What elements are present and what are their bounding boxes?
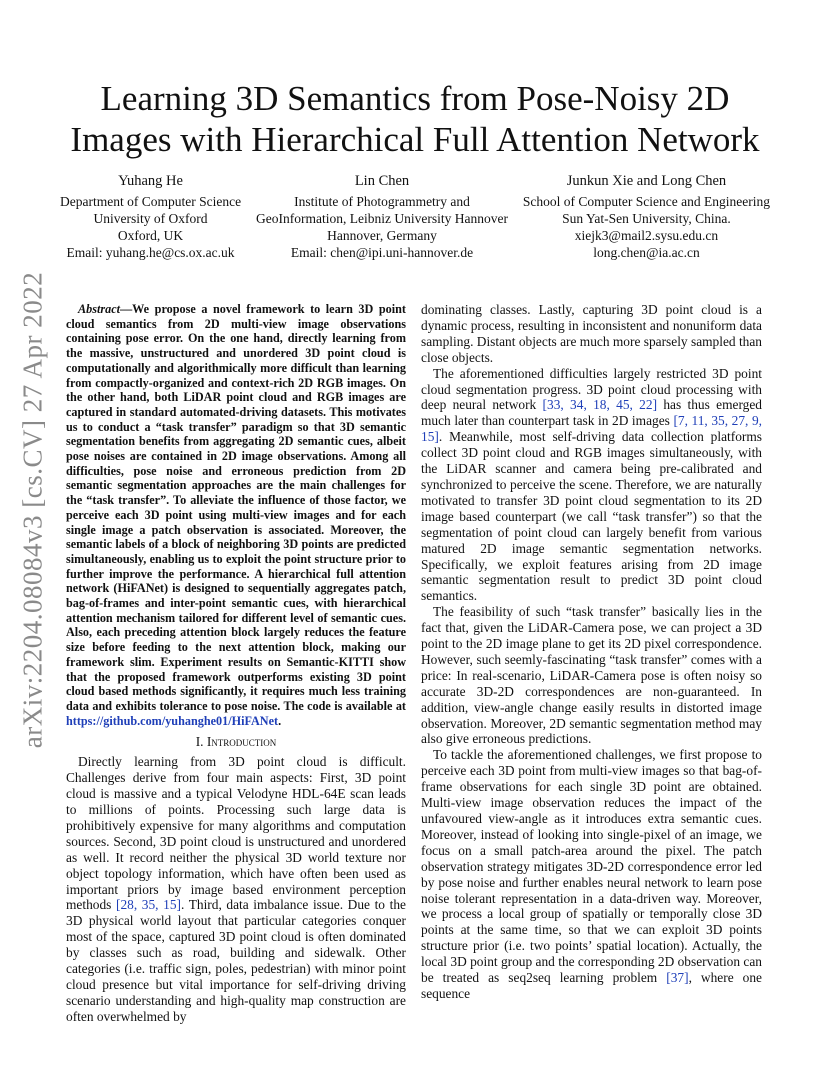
abstract: Abstract—We propose a novel framework to learn 3D point cloud semantics from 2D multi-view image observations containing pose error. On the one hand, directly learning from the massive, unstructured and unordered 3D point cloud is computationally and algorithmically more difficult than learning from compactly-organized and context-rich 2D RGB images. On the other hand, both LiDAR point cloud and RGB images are captured in standard automated-driving datasets. This motivates us to conduct a “task transfer” paradigm so that 3D semantic segmentation benefits from aggregating 2D semantic cues, albeit pose noises are contained in 2D image observations. Among all difficulties, pose noise and erroneous prediction from 2D semantic segmentation approaches are the main challenges for the “task transfer”. To alleviate the influence of those factor, we perceive each 3D point using multi-view images and for each single image a patch observation is associated. Moreover, the semantic labels of a block of neighboring 3D points are predicted simultaneously, enabling us to exploit the point structure prior to further improve the performance. A hierarchical full attention network (HiFANet) is designed to sequentially aggregates patch, bag-of-frames and inter-point semantic cues, with hierarchical attention mechanism tailored for different level of semantic cues. Also, each preceding attention block largely reduces the feature size before feeding to the next attention block, making our framework slim. Experiment results on Semantic-KITTI show that the proposed framework outperforms existing 3D point cloud based methods significantly, it requires much less training data and exhibits tolerance to pose noise. The code is available at https://github.com/yuhanghe01/HiFANet. <box>66 302 406 728</box>
section-heading: I. Introduction <box>195 734 277 750</box>
citation-link[interactable]: [7, 11, 35, 27, 9, 15] <box>421 413 762 445</box>
arxiv-sidebar <box>8 0 58 1072</box>
author-email: xiejk3@mail2.sysu.edu.cn <box>574 228 719 243</box>
paragraph: dominating classes. Lastly, capturing 3D point cloud is a dynamic process, resulting in inconsistent and nonuniform data sampling. Distant objects are much more sparsely sampled than close objects. <box>421 302 763 365</box>
paper-title: Learning 3D Semantics from Pose-Noisy 2D Images with Hierarchical Full Attention Network <box>70 79 760 159</box>
abstract-text: —We propose a novel framework to learn 3D point cloud semantics from 2D multi-view image observations containing pose error. On the one hand, directly learning from the massive, unstructured and unordered 3D point cloud is computationally and algorithmically more difficult than learning from compactly-organized and context-rich 2D RGB images. On the other hand, both LiDAR point cloud and RGB images are captured in standard automated-driving datasets. This motivates us to conduct a “task transfer” paradigm so that 3D semantic segmentation benefits from aggregating 2D semantic cues, albeit pose noises are contained in 2D image observations. Among all difficulties, pose noise and erroneous prediction from 2D semantic segmentation approaches are the main challenges for the “task transfer”. To alleviate the influence of those factor, we perceive each 3D point using multi-view images and for each single image a patch observation is associated. Moreover, the semantic labels of a block of neighboring 3D points are predicted simultaneously, enabling us to exploit the point structure prior to further improve the performance. A hierarchical full attention network (HiFANet) is designed to sequentially aggregates patch, bag-of-frames and inter-point semantic cues, with hierarchical attention mechanism tailored for different level of semantic cues. Also, each preceding attention block largely reduces the feature size before feeding to the next attention block, making our framework slim. Experiment results on Semantic-KITTI show that the proposed framework outperforms existing 3D point cloud based methods significantly, it requires much less training data and exhibits tolerance to pose noise. The code is available at <box>66 302 406 713</box>
citation-link[interactable]: [28, 35, 15] <box>115 897 181 913</box>
left-column <box>66 302 406 1025</box>
author-name: Yuhang He <box>118 173 183 189</box>
author-affiliation: Institute of Photogrammetry and <box>294 194 470 209</box>
author-email: Email: chen@ipi.uni-hannover.de <box>290 245 474 260</box>
abstract-lead: Abstract <box>78 302 120 316</box>
paragraph: The aforementioned difficulties largely restricted 3D point cloud segmentation progress. 3D point cloud processing with deep neural network [33, 34, 18, 45, 22] has thus emerged much later than counterpart task in 2D images [7, 11, 35, 27, 9, 15]. Meanwhile, most self-driving data collection platforms collect 3D point cloud and RGB images simultaneously, with the LiDAR scanner and camera being pre-calibrated and synchronized to perceive the scene. Therefore, we are naturally motivated to transfer 3D point cloud segmentation to its 2D image based counterpart (we call “task transfer”) so that the segmentation of point cloud can largely benefit from various matured 2D image semantic segmentation networks. Specifically, we exploit features arising from 2D image semantic segmentation result to predict 3D point cloud semantics. <box>421 365 762 604</box>
author-affiliation: GeoInformation, Leibniz University Hannover <box>256 211 508 226</box>
author-block <box>60 173 770 261</box>
author-email: Email: yuhang.he@cs.ox.ac.uk <box>66 245 235 260</box>
author-affiliation: Department of Computer Science <box>60 194 242 209</box>
author-2 <box>256 173 508 261</box>
author-email: long.chen@ia.ac.cn <box>593 245 700 260</box>
paragraph: Directly learning from 3D point cloud is difficult. Challenges derive from four main aspects: First, 3D point cloud is massive and a typical Velodyne HDL-64E scan leads to millions of points. Processing such large data is prohibitively expensive for many algorithms and computation sources. Second, 3D point cloud is unstructured and unordered as well. It record neither the physical 3D world texture nor object topology information, which have often been used as important priors by image based environment perception methods [28, 35, 15]. Third, data imbalance issue. Due to the 3D physical world layout that particular categories conquer most of the space, captured 3D point cloud is often dominated by classes such as road, building and sidewalk. Other categories (i.e. traffic sign, poles, pedestrian) with minor point cloud presence but vital importance for self-driving driving scenario understanding and high-quality map construction are often overwhelmed by <box>66 754 406 1024</box>
author-affiliation: University of Oxford <box>93 211 208 226</box>
code-link[interactable]: https://github.com/yuhanghe01/HiFANet <box>66 713 279 728</box>
author-affiliation: Sun Yat-Sen University, China. <box>562 211 731 226</box>
author-affiliation: School of Computer Science and Engineering <box>522 194 770 209</box>
paragraph: The feasibility of such “task transfer” basically lies in the fact that, given the LiDAR-Camera pose, we can project a 3D point to the 2D image plane to get its 2D pixel correspondence. However, such seemly-fascinating “task transfer” comes with a price: In real-scenario, LiDAR-Camera pose is often noisy so accurate 3D-2D correspondences are non-guaranteed. In addition, view-angle change easily results in distorted image observation. Moreover, 2D semantic segmentation method may also give erroneous predictions. <box>421 604 762 747</box>
author-3 <box>523 173 770 261</box>
author-name: Junkun Xie and Long Chen <box>566 173 727 189</box>
author-affiliation: Oxford, UK <box>117 228 184 243</box>
citation-link[interactable]: [37] <box>666 970 689 986</box>
right-column <box>421 302 762 1002</box>
author-affiliation: Hannover, Germany <box>327 228 437 243</box>
author-1 <box>60 173 241 261</box>
author-name: Lin Chen <box>354 173 410 189</box>
arxiv-identifier: arXiv:2204.08084v3 [cs.CV] 27 Apr 2022 <box>17 271 48 749</box>
citation-link[interactable]: [33, 34, 18, 45, 22] <box>542 397 658 413</box>
paragraph: To tackle the aforementioned challenges, we first propose to perceive each 3D point from multi-view images so that bag-of-frame observations for each single 3D point are obtained. Multi-view image observation reduces the impact of the unfavoured view-angle as it introduces extra semantic cues. Moreover, instead of looking into single-pixel of an image, we focus on a small patch-area around the pixel. The patch observation strategy mitigates 3D-2D correspondence error led by pose noise and further enables neural network to learn pose noise tolerant representation in a data-driven way. Moreover, we process a local group of spatially or temporally close 3D points at the same time, so that we can exploit 3D points structure prior (i.e. two points’ spatial location). Actually, the local 3D point group and the corresponding 2D observation can be treated as seq2seq learning problem [37], where one sequence <box>421 747 763 1001</box>
